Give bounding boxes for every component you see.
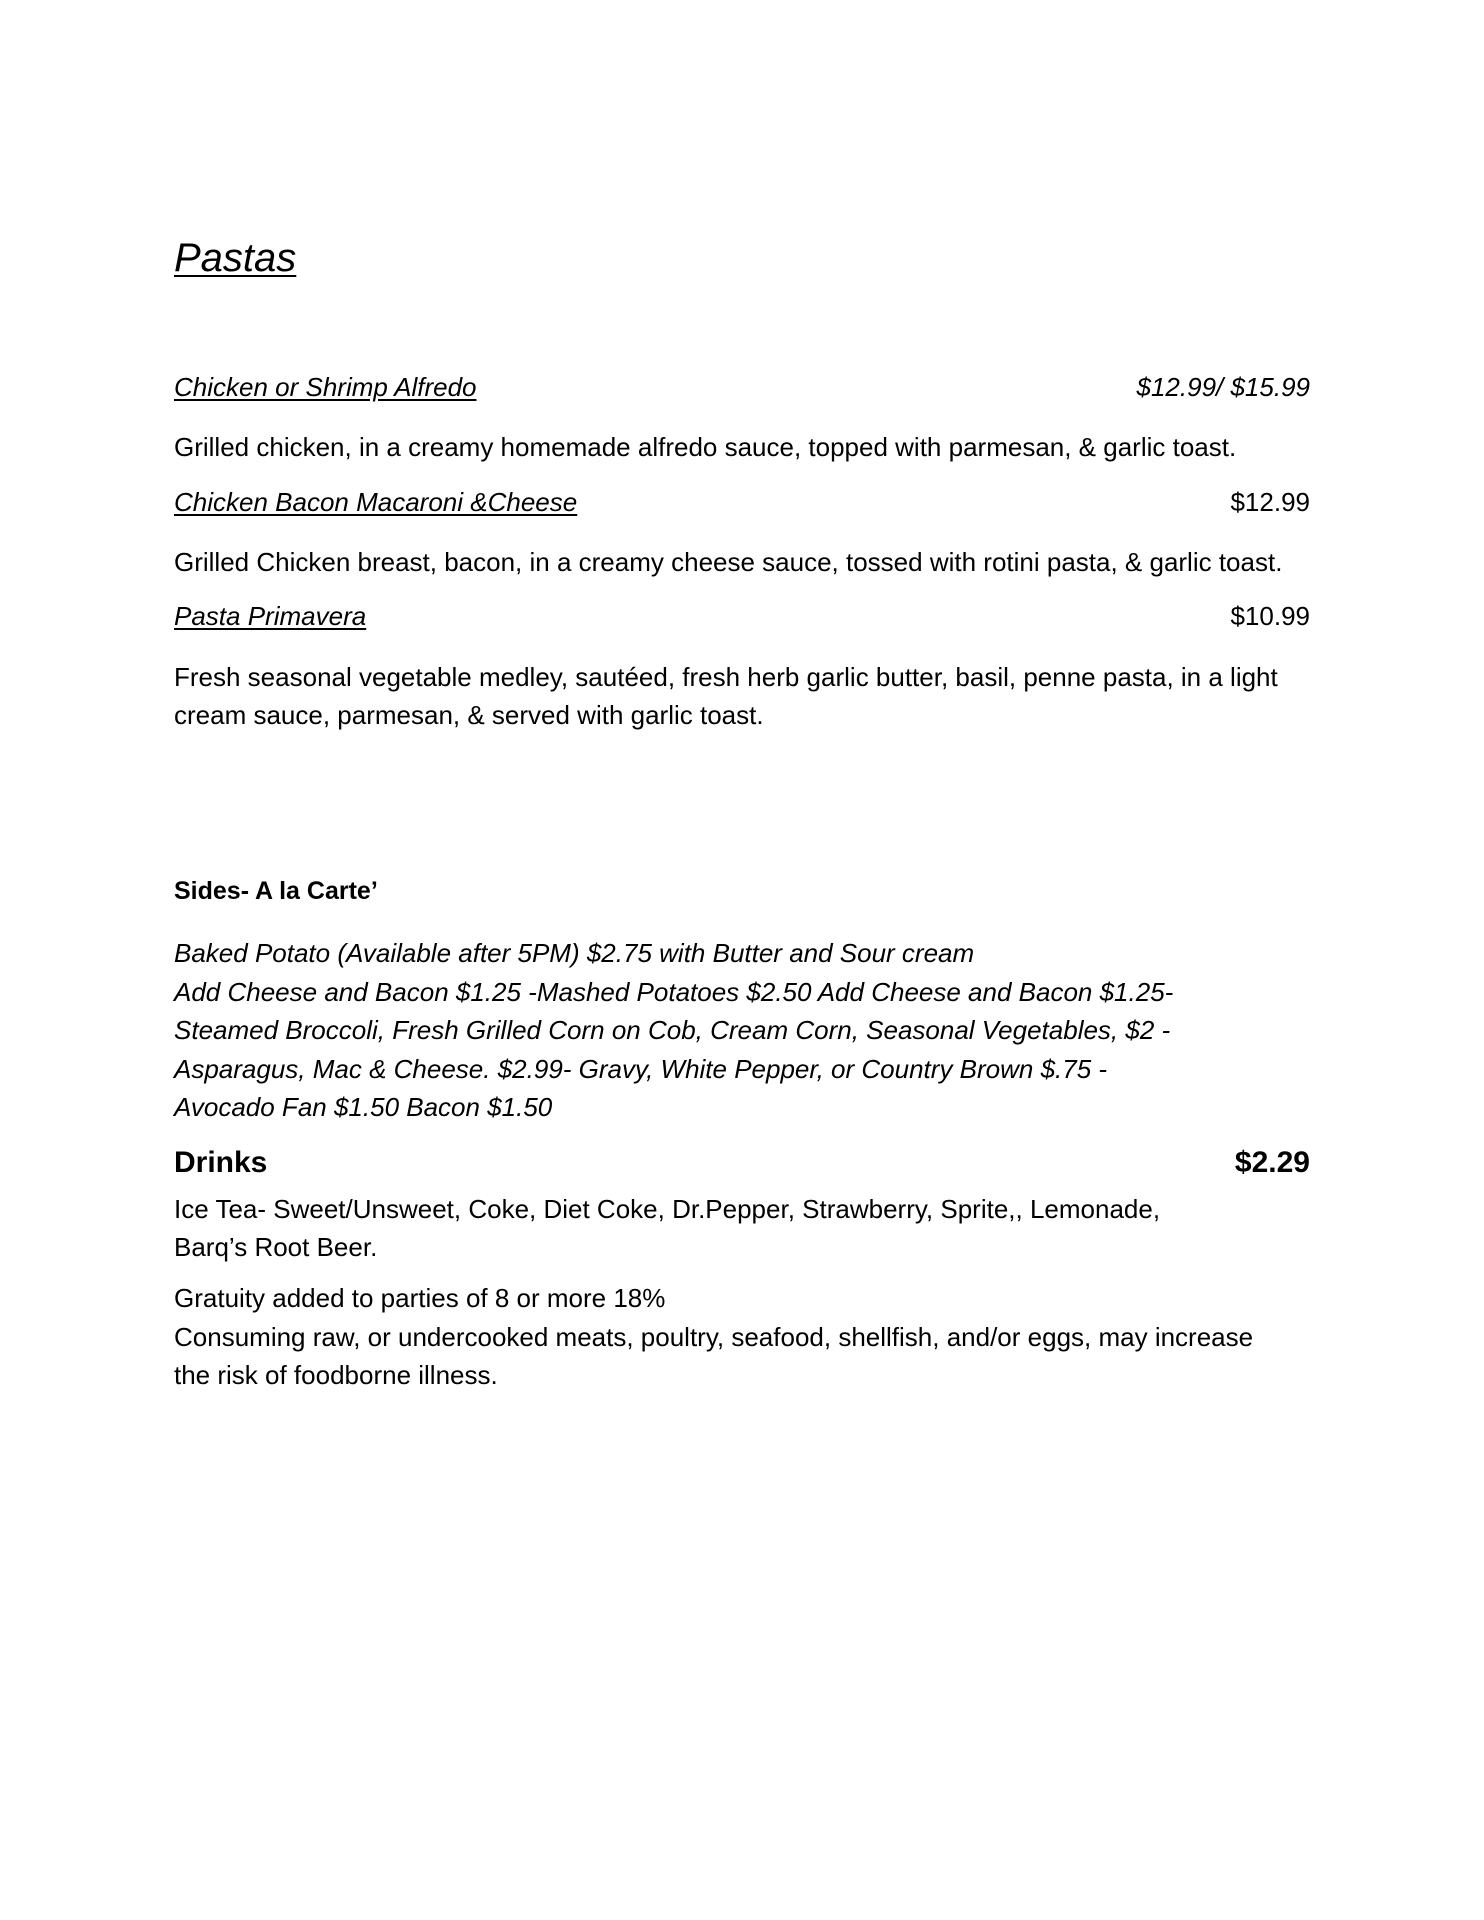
sides-line: Asparagus, Mac & Cheese. $2.99- Gravy, White Pepper, or Country Brown $.75 - (174, 1053, 1108, 1084)
drinks-line: Barq’s Root Beer. (174, 1232, 378, 1262)
sides-line: Avocado Fan $1.50 Bacon $1.50 (174, 1092, 553, 1122)
drinks-price: $2.29 (1234, 1146, 1310, 1179)
menu-item-name: Chicken Bacon Macaroni &Cheese (174, 487, 578, 517)
description-line: cream sauce, parmesan, & served with garlic toast. (174, 700, 764, 730)
menu-item-price: $12.99 (1230, 487, 1310, 517)
consumer-advisory: the risk of foodborne illness. (174, 1360, 498, 1390)
drinks-line: Ice Tea- Sweet/Unsweet, Coke, Diet Coke, Dr.Pepper, Strawberry, Sprite,, Lemonade, (174, 1194, 1161, 1224)
menu-notes (174, 1279, 1253, 1395)
consumer-advisory: Consuming raw, or undercooked meats, poultry, seafood, shellfish, and/or eggs, may increase (174, 1321, 1254, 1352)
menu-item-row (174, 601, 1310, 632)
sides-line: Steamed Broccoli, Fresh Grilled Corn on Cob, Cream Corn, Seasonal Vegetables, $2 - (174, 1015, 1171, 1045)
menu-item-description: Grilled Chicken breast, bacon, in a creamy cheese sauce, tossed with rotini pasta, & garlic toast. (174, 547, 1283, 577)
drinks-header (174, 1146, 1310, 1180)
menu-item-price: $10.99 (1230, 601, 1310, 631)
pastas-title: Pastas (174, 236, 297, 280)
menu-item-row (174, 372, 1310, 403)
sides-line: Baked Potato (Available after 5PM) $2.75 with Butter and Sour cream (174, 938, 975, 968)
drinks-list (174, 1190, 1160, 1266)
sides-line: Add Cheese and Bacon $1.25 -Mashed Potatoes $2.50 Add Cheese and Bacon $1.25- (174, 976, 1174, 1007)
drinks-title: Drinks (174, 1146, 268, 1179)
description-line: Fresh seasonal vegetable medley, sautéed, fresh herb garlic butter, basil, penne pasta, in a light (174, 662, 1278, 692)
menu-item-name: Pasta Primavera (174, 601, 367, 631)
menu-item-description (174, 658, 1314, 734)
gratuity-note: Gratuity added to parties of 8 or more 18% (174, 1283, 666, 1313)
sides-list (174, 934, 1173, 1127)
menu-item-name: Chicken or Shrimp Alfredo (174, 372, 477, 402)
menu-item-row (174, 487, 1310, 518)
menu-item-price: $12.99/ $15.99 (1136, 372, 1310, 402)
sides-title: Sides- A la Carte’ (174, 877, 378, 905)
menu-item-description: Grilled chicken, in a creamy homemade alfredo sauce, topped with parmesan, & garlic toast. (174, 432, 1237, 462)
